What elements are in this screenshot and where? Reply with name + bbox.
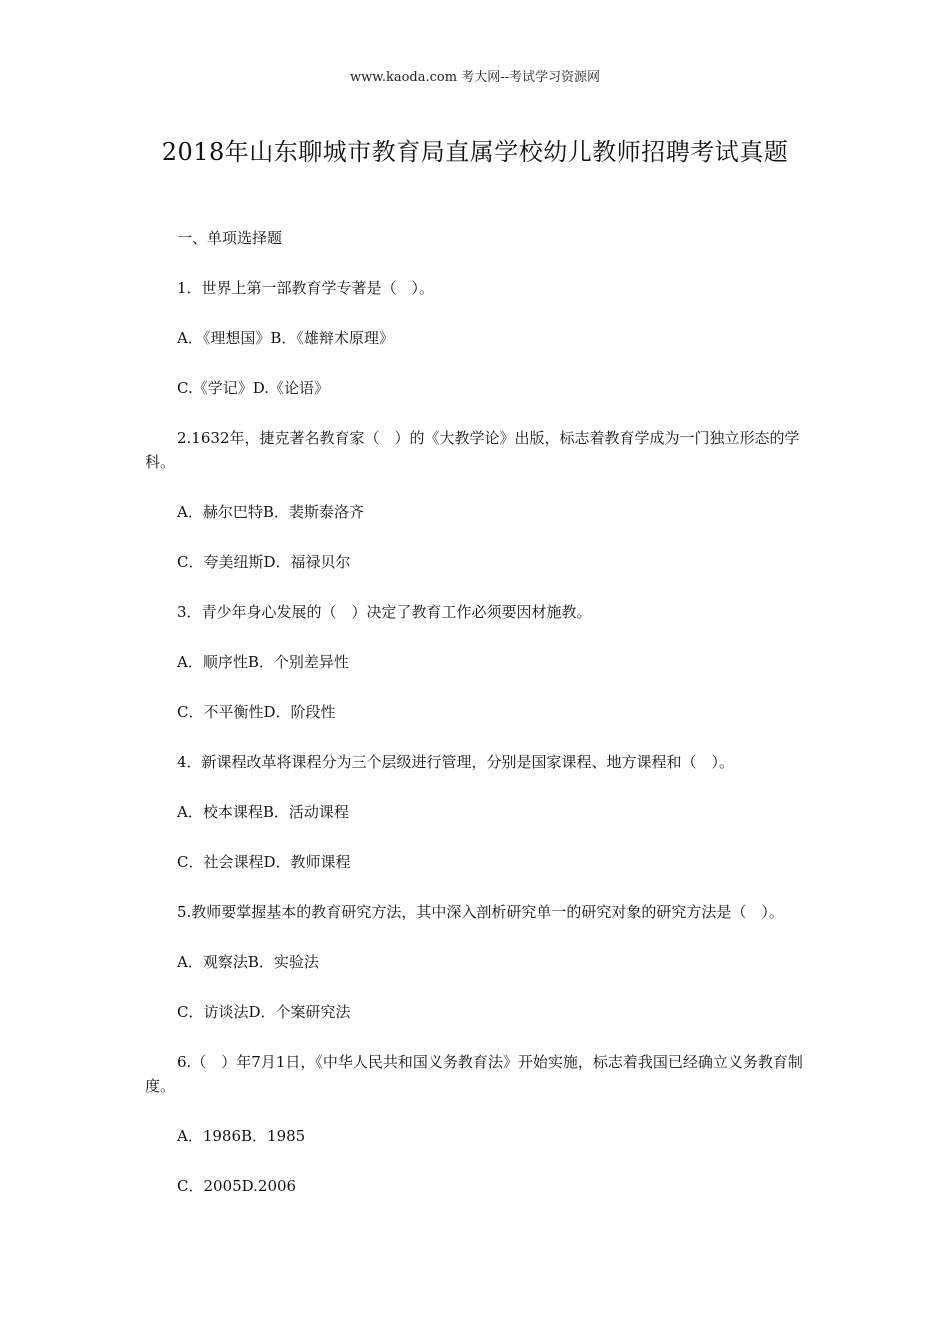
question-1-option-cd: C.《学记》D.《论语》 (177, 379, 329, 397)
question-4-option-ab: A．校本课程B．活动课程 (177, 803, 349, 821)
document-body (145, 226, 810, 1224)
page-header: www.kaoda.com 考大网--考试学习资源网 (350, 70, 600, 85)
question-5-option-ab: A．观察法B．实验法 (177, 953, 319, 971)
question-6-option-cd: C．2005D.2006 (177, 1177, 297, 1195)
page-title: 2018年山东聊城市教育局直属学校幼儿教师招聘考试真题 (161, 138, 789, 166)
section-heading: 一、单项选择题 (177, 229, 283, 247)
question-3-option-cd: C．不平衡性D．阶段性 (177, 703, 336, 721)
question-6-option-ab: A．1986B．1985 (177, 1127, 306, 1145)
question-2-stem: 2.1632年，捷克著名教育家（ ）的《大教学论》出版，标志着教育学成为一门独立形态的学科。 (145, 429, 800, 471)
question-5-option-cd: C．访谈法D．个案研究法 (177, 1003, 351, 1021)
question-2-option-cd: C．夸美纽斯D．福禄贝尔 (177, 553, 351, 571)
question-3-option-ab: A．顺序性B．个别差异性 (177, 653, 349, 671)
question-3-stem: 3．青少年身心发展的（ ）决定了教育工作必须要因材施教。 (177, 603, 592, 621)
question-6-stem: 6.（ ）年7月1日，《中华人民共和国义务教育法》开始实施，标志着我国已经确立义务教育制度。 (145, 1053, 803, 1095)
question-4-option-cd: C．社会课程D．教师课程 (177, 853, 351, 871)
question-4-stem: 4．新课程改革将课程分为三个层级进行管理，分别是国家课程、地方课程和（ ）。 (177, 753, 735, 771)
question-1-option-ab: A．《理想国》B．《雄辩术原理》 (177, 329, 394, 347)
question-1-stem: 1．世界上第一部教育学专著是（ ）。 (177, 279, 435, 297)
question-5-stem: 5.教师要掌握基本的教育研究方法，其中深入剖析研究单一的研究对象的研究方法是（ ）。 (177, 903, 784, 921)
question-2-option-ab: A．赫尔巴特B．裴斯泰洛齐 (177, 503, 364, 521)
